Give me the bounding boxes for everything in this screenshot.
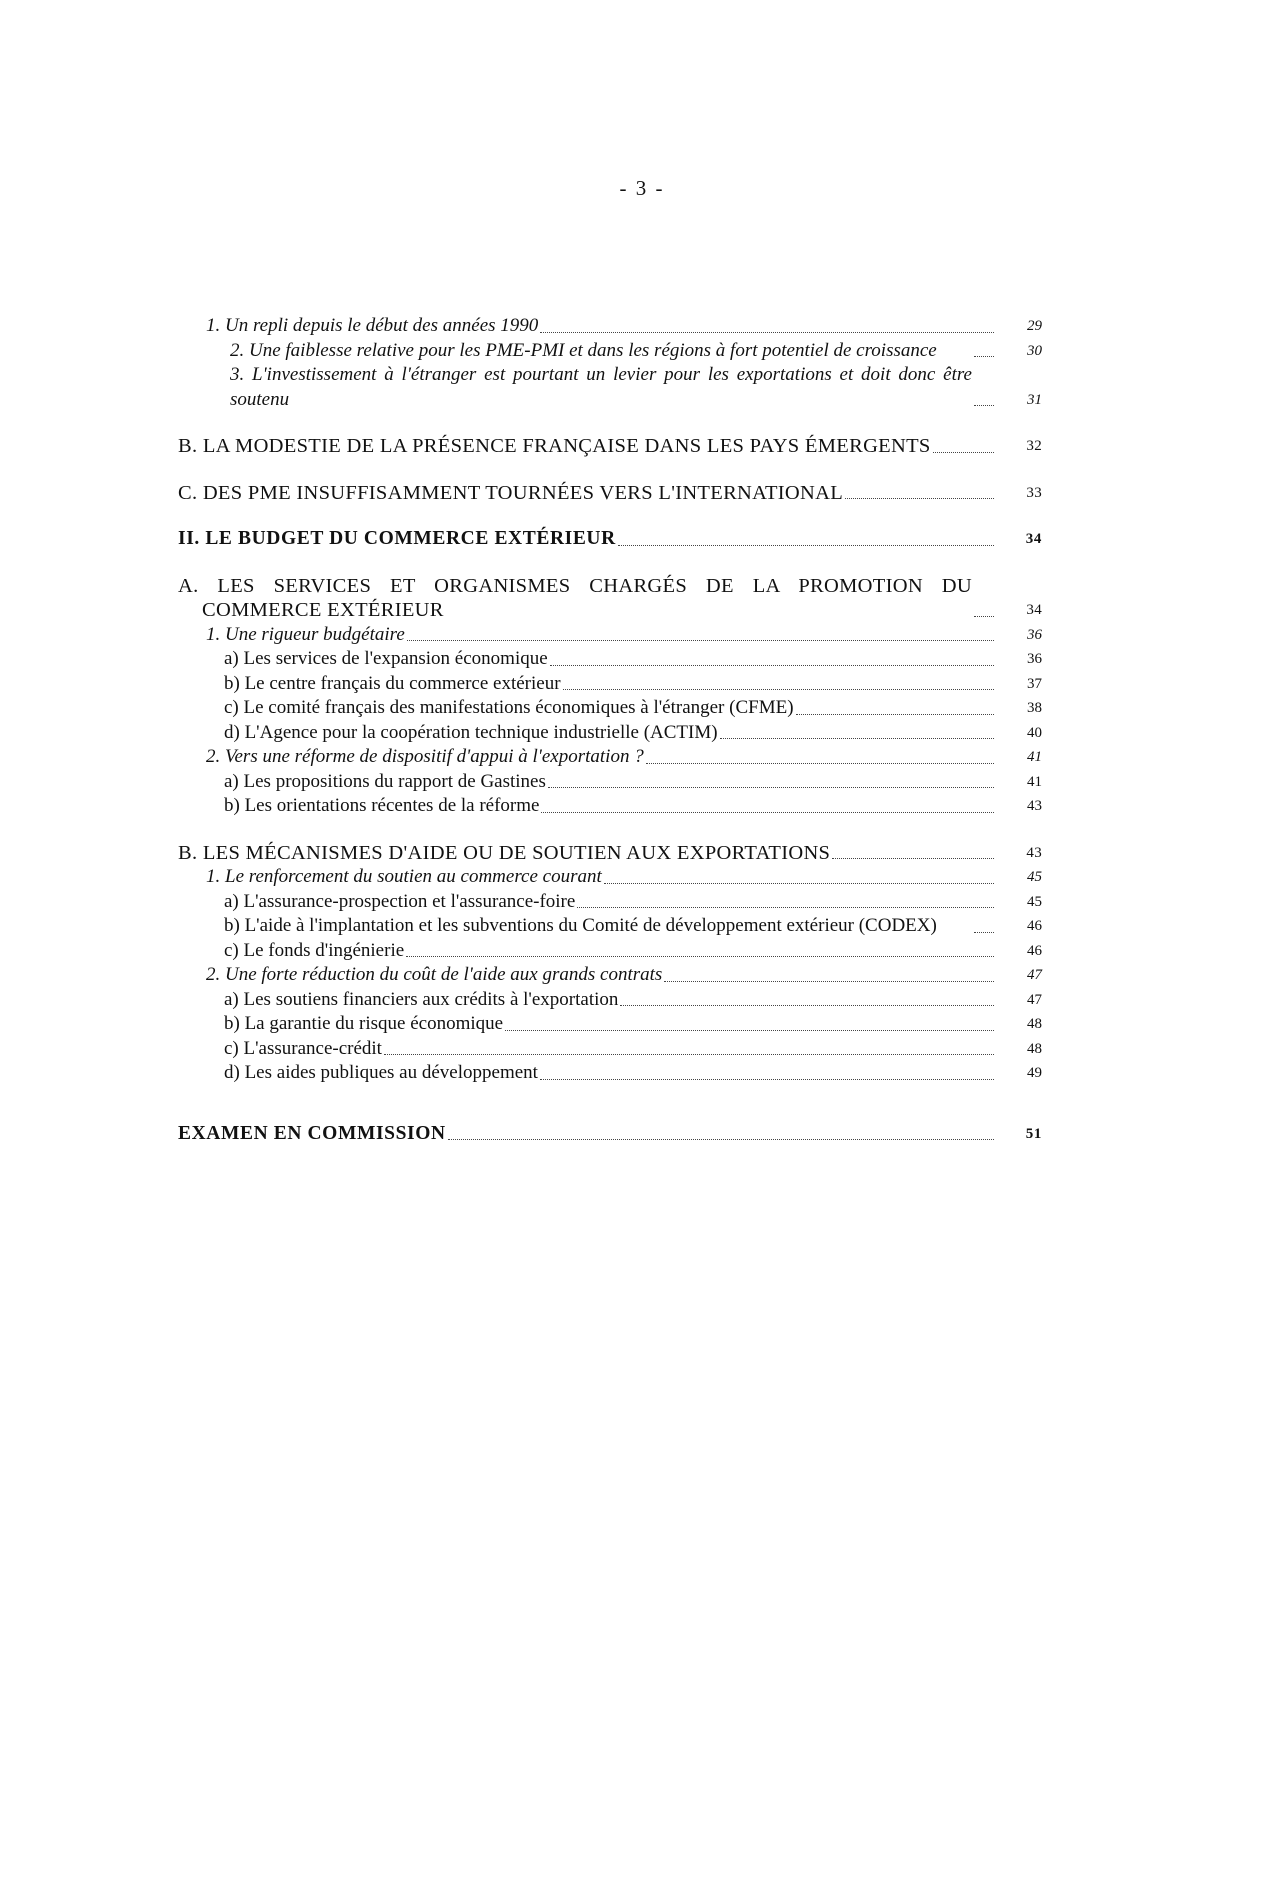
- toc-entry-title: B. LES MÉCANISMES D'AIDE OU DE SOUTIEN AUX EXPORTATIONS: [178, 841, 831, 864]
- toc-entry-title: A. LES SERVICES ET ORGANISMES CHARGÉS DE LA PROMOTION DU COMMERCE EXTÉRIEUR: [178, 574, 972, 621]
- toc-entry-page: 46: [1027, 942, 1042, 959]
- toc-entry: [178, 1012, 1042, 1037]
- dot-leader: [664, 981, 994, 982]
- toc-entry: [178, 770, 1042, 795]
- toc-entry-title: c) L'assurance-crédit: [224, 1037, 382, 1059]
- toc-entry: [178, 527, 1042, 552]
- toc-entry-title: 2. Une faiblesse relative pour les PME-PMI et dans les régions à fort potentiel de croissance: [230, 339, 937, 361]
- dot-leader: [604, 883, 994, 884]
- toc-entry: [178, 314, 1042, 339]
- toc-entry: [178, 434, 1042, 459]
- toc-entry-page: 47: [1027, 967, 1042, 983]
- toc-entry-title: b) L'aide à l'implantation et les subventions du Comité de développement extérieur (CODEX): [224, 915, 937, 936]
- dot-leader: [577, 907, 994, 908]
- dot-leader: [646, 763, 994, 764]
- toc-entry: [178, 890, 1042, 915]
- dot-leader: [550, 665, 994, 666]
- toc-entry: [178, 672, 1042, 697]
- toc-entry-page: 29: [1027, 318, 1042, 334]
- dot-leader: [618, 545, 994, 546]
- toc-entry: [178, 574, 1042, 623]
- toc-entry-page: 41: [1027, 749, 1042, 765]
- dot-leader: [406, 956, 994, 957]
- toc-entry-page: 32: [1026, 438, 1042, 454]
- dot-leader: [620, 1005, 994, 1006]
- toc-entry: [178, 647, 1042, 672]
- toc-entry-title: b) Les orientations récentes de la réforme: [224, 795, 540, 816]
- toc-entry-title: b) La garantie du risque économique: [224, 1013, 504, 1034]
- toc-entry-page: 37: [1027, 675, 1042, 692]
- toc-entry: [178, 988, 1042, 1013]
- dot-leader: [974, 616, 994, 617]
- toc-entry-page: 43: [1027, 798, 1042, 814]
- dot-leader: [505, 1030, 994, 1031]
- toc-entry-page: 41: [1027, 773, 1042, 790]
- dot-leader: [540, 1079, 994, 1080]
- dot-leader: [540, 332, 994, 333]
- toc-entry-title: 1. Le renforcement du soutien au commerce courant: [206, 866, 602, 887]
- page-number: - 3 -: [619, 176, 665, 200]
- toc-entry-page: 45: [1027, 869, 1042, 885]
- toc-entry: [178, 1037, 1042, 1062]
- toc-entry-page: 43: [1026, 844, 1042, 861]
- toc-entry-title: c) Le fonds d'ingénierie: [224, 939, 405, 961]
- dot-leader: [796, 714, 994, 715]
- dot-leader: [974, 356, 994, 357]
- dot-leader: [974, 405, 994, 406]
- toc-entry: [178, 794, 1042, 819]
- toc-entry-page: 31: [1027, 391, 1042, 408]
- toc-entry-page: 34: [1026, 602, 1042, 618]
- toc-entry-title: a) Les services de l'expansion économique: [224, 648, 548, 669]
- toc-entry-page: 40: [1027, 724, 1042, 741]
- toc-entry-title: C. DES PME INSUFFISAMMENT TOURNÉES VERS L'INTERNATIONAL: [178, 481, 844, 504]
- toc-entry: [178, 914, 1042, 939]
- toc-entry-title: c) Le comité français des manifestations économiques à l'étranger (CFME): [224, 697, 794, 718]
- toc-entry-page: 33: [1026, 484, 1042, 501]
- toc-entry-page: 47: [1027, 991, 1042, 1008]
- toc-entry: [178, 721, 1042, 746]
- toc-entry-page: 36: [1027, 651, 1042, 667]
- toc-entry-title: d) Les aides publiques au développement: [224, 1062, 538, 1083]
- dot-leader: [384, 1054, 994, 1055]
- toc-entry: [178, 696, 1042, 721]
- toc-entry: [178, 623, 1042, 648]
- toc-entry-title: B. LA MODESTIE DE LA PRÉSENCE FRANÇAISE DANS LES PAYS ÉMERGENTS: [178, 435, 931, 457]
- toc-entry-page: 46: [1027, 918, 1042, 934]
- toc-entry-title: d) L'Agence pour la coopération technique industrielle (ACTIM): [224, 721, 718, 743]
- toc-entry: [178, 363, 1042, 412]
- toc-entry-page: 48: [1027, 1016, 1042, 1032]
- toc-entry: [178, 1061, 1042, 1086]
- toc-entry-title: 3. L'investissement à l'étranger est pourtant un levier pour les exportations et doit donc être soutenu: [230, 364, 972, 410]
- toc-entry-title: 2. Vers une réforme de dispositif d'appui à l'exportation ?: [206, 746, 644, 767]
- toc-entry: [178, 745, 1042, 770]
- toc-entry-title: 1. Un repli depuis le début des années 1990: [206, 315, 539, 336]
- toc-entry-page: 38: [1027, 700, 1042, 716]
- toc-entry: [178, 1122, 1042, 1147]
- dot-leader: [548, 787, 994, 788]
- toc-entry-title: 2. Une forte réduction du coût de l'aide aux grands contrats: [206, 964, 663, 985]
- toc-entry-page: 45: [1027, 893, 1042, 910]
- dot-leader: [845, 498, 994, 499]
- toc-entry: [178, 841, 1042, 866]
- toc-entry-title: II. LE BUDGET DU COMMERCE EXTÉRIEUR: [178, 528, 616, 549]
- toc-entry-page: 48: [1027, 1040, 1042, 1057]
- dot-leader: [974, 932, 994, 933]
- toc-entry-page: 30: [1027, 342, 1042, 359]
- toc-entry-title: a) L'assurance-prospection et l'assurance-foire: [224, 890, 576, 912]
- toc-entry-page: 51: [1025, 1125, 1042, 1142]
- toc-entry-page: 36: [1027, 626, 1042, 643]
- dot-leader: [448, 1139, 994, 1140]
- toc-entry-page: 34: [1025, 531, 1042, 547]
- toc-entry: [178, 339, 1042, 364]
- table-of-contents: [178, 314, 1042, 1146]
- dot-leader: [541, 812, 994, 813]
- toc-entry: [178, 939, 1042, 964]
- toc-entry: [178, 481, 1042, 506]
- toc-entry-title: 1. Une rigueur budgétaire: [206, 623, 405, 645]
- toc-entry-title: EXAMEN EN COMMISSION: [178, 1122, 446, 1144]
- dot-leader: [933, 452, 994, 453]
- toc-entry-page: 49: [1027, 1065, 1042, 1081]
- toc-entry: [178, 865, 1042, 890]
- toc-entry: [178, 963, 1042, 988]
- dot-leader: [563, 689, 994, 690]
- toc-entry-title: a) Les soutiens financiers aux crédits à l'exportation: [224, 988, 619, 1010]
- toc-entry-title: a) Les propositions du rapport de Gastines: [224, 770, 546, 792]
- dot-leader: [407, 640, 994, 641]
- dot-leader: [720, 738, 994, 739]
- dot-leader: [832, 858, 994, 859]
- toc-entry-title: b) Le centre français du commerce extérieur: [224, 672, 561, 694]
